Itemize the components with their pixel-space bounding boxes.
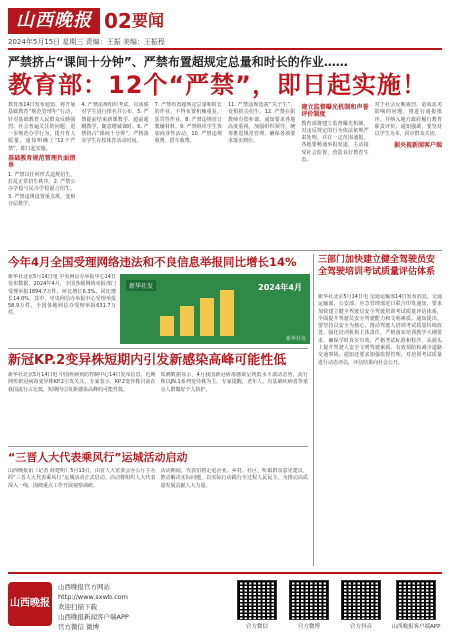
qr-code-icon: [396, 580, 436, 620]
dateline: 2024年5月15日 星期三 责编：王振 美编：王振程: [8, 38, 165, 46]
masthead-divider: [8, 48, 442, 50]
story3-headline[interactable]: 新冠KP.2变异株短期内引发新感染高峰可能性低: [8, 353, 287, 368]
lead-paragraph: 7. 严禁布置超规定总量和时长的作业，不得布置机械重复、惩罚性作业。8. 严禁违规征订教辅材料。9. 严禁组织学生参加商业性活动。10. 严禁违规收费，搭车收费。: [154, 102, 222, 145]
lead-body: [8, 102, 442, 250]
column-divider: [313, 254, 314, 566]
lead-column-6: [375, 102, 442, 250]
footer-line: 山西晚报新闻客户端APP: [58, 613, 129, 621]
section-divider: [8, 446, 308, 447]
lead-headline[interactable]: 教育部：12个“严禁”，即日起实施！: [8, 71, 427, 99]
footer-url[interactable]: http://www.sxwb.com: [58, 593, 128, 601]
footer-line: 欢迎扫描下载: [58, 603, 97, 611]
lead-column-3: [155, 102, 222, 250]
lead-column-5: [301, 102, 368, 250]
story3-body: [8, 372, 308, 442]
section-divider: [8, 348, 308, 349]
qr-label: 官方微博: [297, 624, 320, 630]
page-number: 02: [104, 9, 132, 33]
infographic-bar: [220, 290, 234, 336]
section-name: 要闻: [132, 11, 165, 30]
lead-subtitle: 严禁挤占“课间十分钟”、严禁布置超规定总量和时长的作业……: [8, 55, 348, 69]
story3-column: 监测数据显示，4月我国新冠病毒感染呈现低水平波动态势，流行株以JN.1系列变异株为主。专家提醒，老年人、有基础疾病者等重点人群做好个人防护。: [160, 372, 308, 393]
lead-paragraph: 1. 严禁以任何形式违规招生，打乱正常招生秩序。2. 严禁公办学校与民办学校混合招生。3. 严禁违规设置重点班，变相分层教学。: [8, 171, 76, 207]
story4-column: 山西晚报讯（记者 薛建明）5月13日，由省人大常委会办公厅主办的“三晋人大代表乘风行”运城活动正式启动。活动将组织人大代表深入一线，围绕重点工作开展视察调研。: [8, 468, 156, 489]
lead-source: 据央视新闻客户端: [393, 142, 442, 150]
footer-line: 山西晚报官方网站: [58, 583, 110, 591]
section-divider: [8, 250, 442, 251]
lead-paragraph: 4. 严禁违规组织考试，以成绩对学生进行排名并公布。5. 严禁提前结束新课教学、超前超纲教学，随意增减课时。6. 严禁挤占“课间十分钟”，严格落实学生在校体育活动时间。: [81, 102, 149, 145]
lead-paragraph: 教育部14日发布通知，将开展基础教育“规范管理年”行动，针对基础教育人民群众反映强烈、社会普遍关注的问题，进一步规范办学行为，提升育人质量。通知明确了“12个严禁”，即日起实施。: [8, 102, 76, 152]
qr-code-wechat[interactable]: [234, 580, 280, 630]
footer-logo[interactable]: 山西晚报: [8, 582, 52, 626]
qr-label: 山西晚报客户端APP: [391, 624, 441, 630]
infographic-tag: 新华社发: [126, 280, 156, 291]
footer: [8, 572, 442, 636]
qr-label: 官方抖音: [349, 624, 372, 630]
story4-headline[interactable]: “三晋人大代表乘风行”运城活动启动: [8, 451, 188, 464]
lead-paragraph: 对于社会反映强烈、造成恶劣影响的问题，将进行通报批评，并纳入地方政府履行教育职责评价。通知强调，要坚持以学生为本，回应群众关切。: [374, 102, 442, 138]
story2-infographic: [120, 274, 310, 344]
right-body: 新华社北京5月14日电 交通运输部14日发布消息，交通运输部、公安部、应急管理部近日联合印发通知，要求加快建立健全驾驶员安全驾驶培训考试质量评估体系，全面提升驾驶员安全驾驶能力和文明素质。通知提出，要坚持以安全为核心，推动驾驶人培训考试质量持续改善，强化培训机构主体责任，严格落实培训教学大纲要求，确保学时真实有效，严格考试标准和程序，从源头上提升驾驶人安全文明驾驶素质，有效预防和减少道路交通事故。通知还要求加强监督管理，对培训考试质量进行动态评估，评估结果向社会公开。: [318, 294, 442, 366]
paper-logo[interactable]: 山西晚报: [8, 8, 100, 34]
qr-code-icon: [289, 580, 329, 620]
infographic-bar: [160, 316, 174, 336]
lead-column-4: [228, 102, 295, 250]
infographic-bar: [200, 298, 214, 336]
lead-subhead: 建立监督曝光机制和声誉评价制度: [301, 104, 369, 119]
right-headline[interactable]: 三部门加快建立健全驾驶员安全驾驶培训考试质量评估体系: [318, 255, 436, 277]
lead-paragraph: 11. 严禁违规选拔“尖子生”，变相掐尖招生。12. 严禁在职教师有偿补课。通知要求各地高度重视，加强组织领导，统筹推进规范管理，确保各项要求落实到位。: [227, 102, 296, 145]
story4-column: 活动期间，代表们将走进企业、乡村、社区，听取群众意见建议，推动解决实际问题，以实际行动践行全过程人民民主，为推动高质量发展贡献人大力量。: [160, 468, 308, 489]
footer-info: [58, 582, 238, 632]
lead-column-1: [8, 102, 75, 250]
qr-code-icon: [341, 580, 381, 620]
masthead: [8, 6, 442, 50]
infographic-header: 2024年4月: [258, 283, 302, 292]
story3-column: 新华社北京5月14日电 中国疾病预防控制中心14日发布信息，近期网传新冠病毒变异株KP.2引发关注。专家表示，KP.2变异株目前在我国流行占比低，短期内引发新感染高峰的可能性低。: [8, 372, 156, 393]
story2-body: 新华社北京5月14日电 中央网信办举报中心14日发布数据，2024年4月，全国各级网络举报部门受理举报1894.7万件，环比增长6.3%、同比增长14.0%。其中，中央网信办举报中心受理举报58.9万件，全国各地网信办受理举报631.7万件。: [8, 274, 116, 317]
lead-column-2: [81, 102, 148, 250]
story4-body: [8, 468, 308, 566]
story2-headline[interactable]: 今年4月全国受理网络违法和不良信息举报同比增长14%: [8, 255, 297, 269]
qr-label: 官方微信: [245, 624, 268, 630]
infographic-credit: 新华社发: [285, 336, 306, 342]
qr-code-icon: [237, 580, 277, 620]
lead-subhead: 基础教育规范管理负面清单: [8, 155, 76, 170]
qr-code-douyin[interactable]: [338, 580, 384, 630]
qr-code-app[interactable]: [390, 580, 442, 630]
footer-line: 官方微信 微博: [58, 623, 100, 631]
lead-paragraph: 教育部将建立监督曝光机制，对违反规定的行为依法依规严肃处理，并在一定范围通报。各地要畅通举报渠道，主动接受社会监督，营造良好教育生态。: [301, 120, 369, 164]
qr-code-weibo[interactable]: [286, 580, 332, 630]
infographic-bar: [180, 306, 194, 336]
